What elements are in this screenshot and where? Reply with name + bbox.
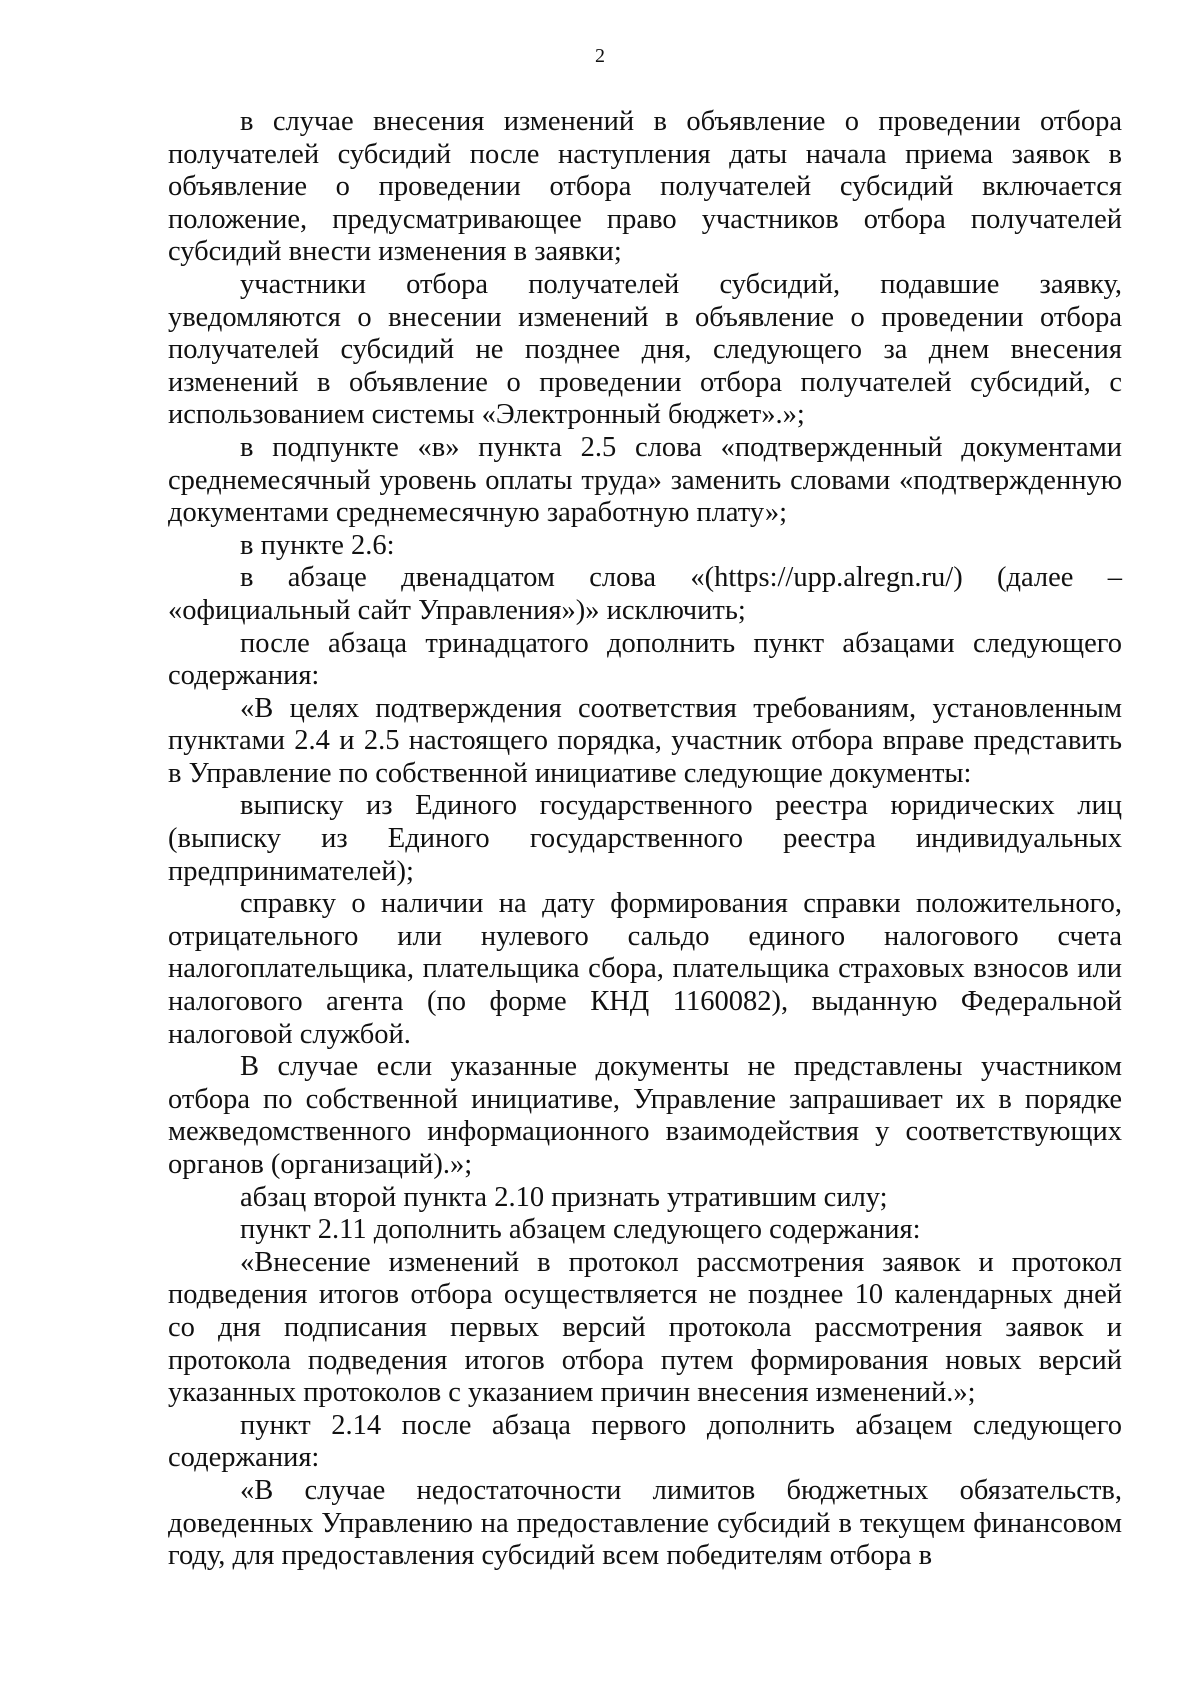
paragraph: пункт 2.14 после абзаца первого дополнить абзацем следующего содержания: [168, 1409, 1122, 1474]
paragraph: пункт 2.11 дополнить абзацем следующего содержания: [240, 1214, 921, 1246]
paragraph: выписку из Единого государственного реестра юридических лиц (выписку из Единого государственного реестра индивидуальных предпринимателей); [168, 790, 1122, 887]
paragraph: после абзаца тринадцатого дополнить пункт абзацами следующего содержания: [168, 627, 1122, 692]
paragraph: справку о наличии на дату формирования справки положительного, отрицательного или нулевого сальдо единого налогового счета налогоплательщика, плательщика сбора, плательщика страховых взносов или налогового агента (по форме КНД 1160082), выданную Федеральной налоговой службой. [168, 888, 1122, 1050]
paragraph: «Внесение изменений в протокол рассмотрения заявок и протокол подведения итогов отбора осуществляется не позднее 10 календарных дней со дня подписания первых версий протокола рассмотрения заявок и протокола подведения итогов отбора путем формирования новых версий указанных протоколов с указанием причин внесения изменений.»; [168, 1246, 1122, 1409]
paragraph: «В целях подтверждения соответствия требованиям, установленным пунктами 2.4 и 2.5 настоящего порядка, участник отбора вправе представить в Управление по собственной инициативе следующие документы: [168, 692, 1122, 789]
paragraph: «В случае недостаточности лимитов бюджетных обязательств, доведенных Управлению на предоставление субсидий в текущем финансовом году, для предоставления субсидий всем победителям отбора в [168, 1474, 1122, 1572]
paragraph: в абзаце двенадцатом слова «(https://upp.alregn.ru/) (далее – «официальный сайт Управления»)» исключить; [168, 562, 1122, 626]
paragraph: в подпункте «в» пункта 2.5 слова «подтвержденный документами среднемесячный уровень оплаты труда» заменить словами «подтвержденную документами среднемесячную заработную плату»; [168, 431, 1122, 529]
paragraph: в пункте 2.6: [240, 529, 395, 561]
paragraph: В случае если указанные документы не представлены участником отбора по собственной инициативе, Управление запрашивает их в порядке межведомственного информационного взаимодействия у соответствующих органов (организаций).»; [168, 1051, 1122, 1180]
page-number: 2 [595, 45, 605, 67]
document-body [168, 106, 1122, 1573]
paragraph: участники отбора получателей субсидий, подавшие заявку, уведомляются о внесении изменений в объявление о проведении отбора получателей субсидий не позднее дня, следующего за днем внесения изменений в объявление о проведении отбора получателей субсидий, с использованием системы «Электронный бюджет».»; [168, 268, 1122, 431]
paragraph: абзац второй пункта 2.10 признать утратившим силу; [240, 1181, 888, 1213]
paragraph: в случае внесения изменений в объявление о проведении отбора получателей субсидий после наступления даты начала приема заявок в объявление о проведении отбора получателей субсидий включается положение, предусматривающее право участников отбора получателей субсидий внести изменения в заявки; [168, 106, 1122, 268]
